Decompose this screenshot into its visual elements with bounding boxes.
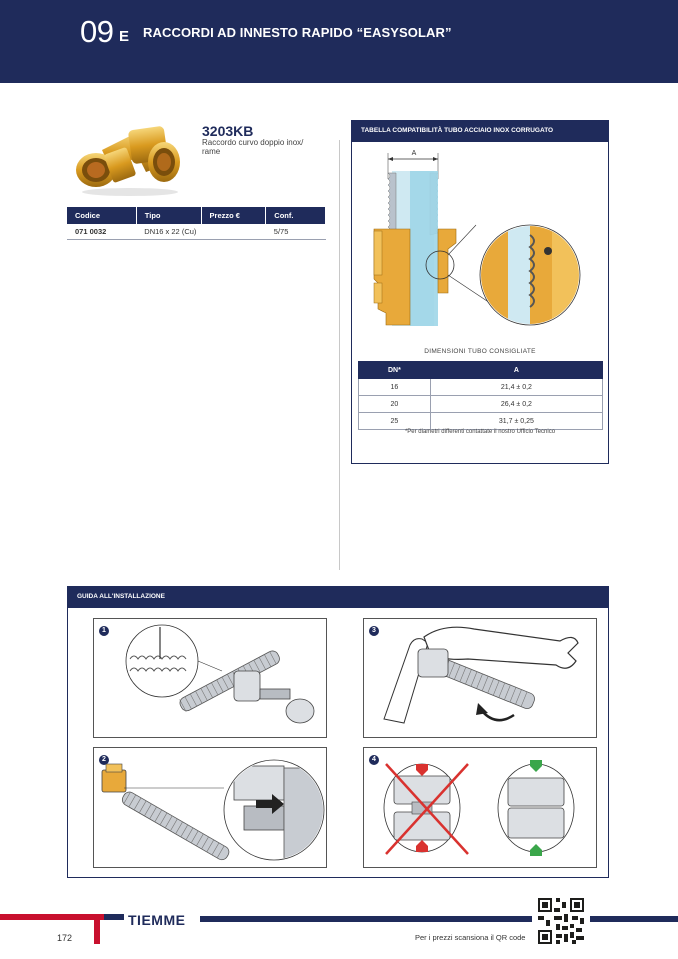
dimensions-table [358,361,603,430]
type-cell: DN16 x 22 (Cu) [136,224,201,240]
column-header: Conf. [266,207,326,224]
dn-cell: 16 [359,379,431,396]
pipe-cutter-illustration [94,619,326,737]
step-3-panel [363,618,597,738]
a-cell: 21,4 ± 0,2 [430,379,602,396]
compatibility-title: TABELLA COMPATIBILITÀ TUBO ACCIAIO INOX CORRUGATO [351,120,609,142]
product-code-cell: 071 0032 [67,224,136,240]
column-header: DN* [359,362,431,379]
dn-cell: 20 [359,396,431,413]
product-description: Raccordo curvo doppio inox/ rame [202,138,304,156]
column-header: Codice [67,207,136,224]
tiemme-logo: TIEMME [128,912,186,928]
dimensions-note: *Per diametri differenti contattate il nostro Ufficio Tecnico [404,429,556,435]
price-cell [201,224,266,240]
table-row [359,396,603,413]
correct-incorrect-assembly-illustration [364,748,596,867]
column-header: Prezzo € [201,207,266,224]
chapter-number: 09 [80,14,114,49]
installation-guide-title: GUIDA ALL'INSTALLAZIONE [67,586,609,608]
step-2-panel [93,747,327,868]
table-row [67,224,326,240]
column-divider [339,140,340,570]
table-row [359,379,603,396]
qr-code-icon[interactable] [536,896,586,946]
step-1-panel [93,618,327,738]
step-number: 3 [369,626,379,636]
chapter-letter: E [119,28,130,45]
chapter-title: RACCORDI AD INNESTO RAPIDO “EASYSOLAR” [143,25,452,40]
dn-cell: 25 [359,413,431,430]
column-header: Tipo [136,207,201,224]
step-number: 4 [369,755,379,765]
table-row [359,413,603,430]
product-table [67,207,326,240]
elbow-fitting-image [72,120,188,198]
pipe-section-diagram [352,143,608,343]
page-number: 172 [57,933,73,943]
column-header: A [430,362,602,379]
step-4-panel [363,747,597,868]
dimension-a-label: A [411,150,417,157]
dimensions-table-header [359,362,603,379]
a-cell: 31,7 ± 0,25 [430,413,602,430]
product-code: 3203KB [202,123,254,139]
qr-code-label: Per i prezzi scansiona il QR code [415,933,526,942]
pipe-insertion-illustration [94,748,326,867]
product-table-header [67,207,326,224]
step-number: 2 [99,755,109,765]
dimensions-title: DIMENSIONI TUBO CONSIGLIATE [424,348,536,355]
wrench-tightening-illustration [364,619,596,737]
step-number: 1 [99,626,109,636]
a-cell: 26,4 ± 0,2 [430,396,602,413]
pack-cell: 5/75 [266,224,326,240]
